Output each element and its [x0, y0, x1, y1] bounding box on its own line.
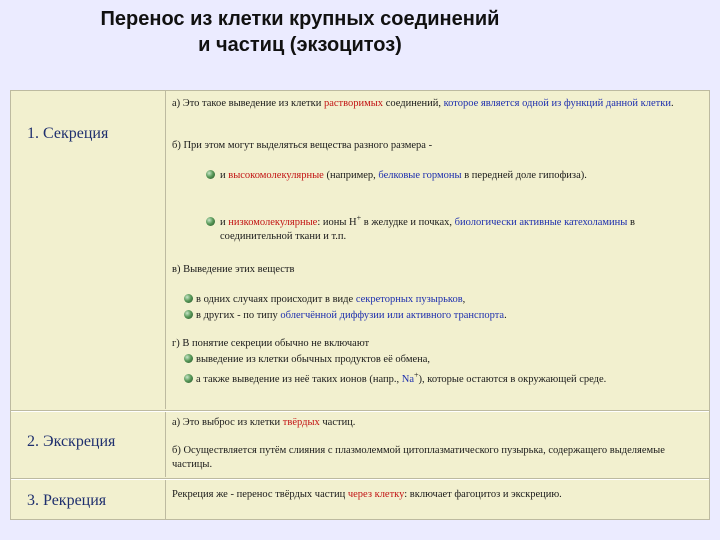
- bullet-icon: [206, 217, 215, 226]
- section-label-recretion: 3. Рекреция: [27, 492, 107, 509]
- bullet-item-ions: а также выведение из неё таких ионов (напр., Na+), которые остаются в окружающей среде.: [196, 370, 607, 385]
- bullet-item-diffusion: в других - по типу облегчённой диффузии или активного транспорта.: [196, 310, 507, 321]
- section-text-cell: [168, 480, 707, 520]
- bullet-item-low-molecular: и низкомолекулярные: ионы Н+ в желудке и почках, биологически активные катехоламины в соединительной ткани и т.п.: [220, 213, 635, 242]
- bullet-icon: [184, 354, 193, 363]
- section-label-cell: [15, 480, 166, 520]
- section-label-cell: [15, 91, 166, 409]
- content-table: [10, 90, 710, 520]
- paragraph-a: а) Это выброс из клетки твёрдых частиц.: [172, 417, 356, 428]
- bullet-item-metabolism: выведение из клетки обычных продуктов её обмена,: [196, 354, 431, 365]
- paragraph-d: г) В понятие секреции обычно не включают: [172, 338, 370, 349]
- page-title: [0, 6, 600, 58]
- title-line-2: и частиц (экзоцитоз): [198, 34, 402, 56]
- section-label-cell: [15, 412, 166, 477]
- section-recretion: [11, 480, 710, 520]
- bullet-icon: [206, 170, 215, 179]
- paragraph-b: б) Осуществляется путём слияния с плазмолеммой цитоплазматического пузырька, содержащего выделяемые частицы.: [172, 445, 665, 470]
- section-secretion: [11, 91, 710, 409]
- paragraph-b: б) При этом могут выделяться вещества разного размера -: [172, 140, 433, 151]
- section-text-cell: [168, 412, 707, 477]
- section-excretion: [11, 412, 710, 477]
- paragraph-a: а) Это такое выведение из клетки растворимых соединений, которое является одной из функций данной клетки.: [172, 98, 674, 109]
- section-text-cell: [168, 91, 707, 409]
- bullet-icon: [184, 310, 193, 319]
- bullet-item-high-molecular: и высокомолекулярные (например, белковые гормоны в передней доле гипофиза).: [220, 170, 587, 181]
- section-label-excretion: 2. Экскреция: [27, 433, 116, 450]
- bullet-item-vesicles: в одних случаях происходит в виде секреторных пузырьков,: [196, 294, 466, 305]
- paragraph-c: в) Выведение этих веществ: [172, 264, 295, 275]
- bullet-icon: [184, 294, 193, 303]
- paragraph-recretion: Рекреция же - перенос твёрдых частиц через клетку: включает фагоцитоз и экскрецию.: [172, 489, 562, 500]
- section-label-secretion: 1. Секреция: [27, 125, 109, 142]
- title-line-1: Перенос из клетки крупных соединений: [100, 8, 500, 30]
